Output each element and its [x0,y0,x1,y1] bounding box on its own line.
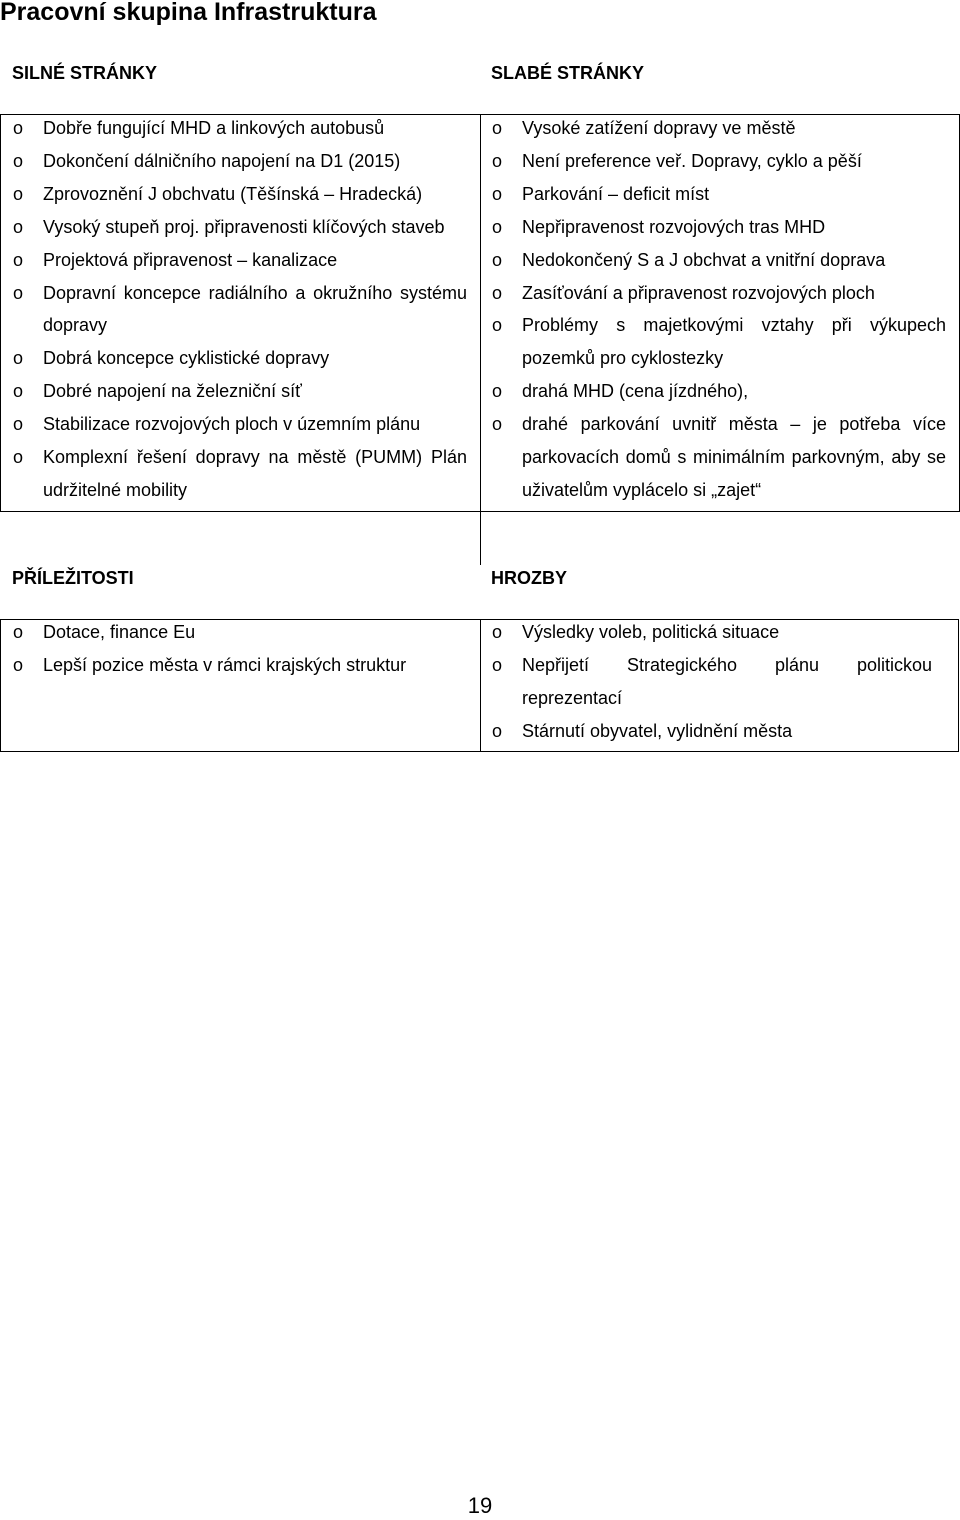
bullet: o [13,622,24,642]
strengths-heading: SILNÉ STRÁNKY [12,63,158,83]
list-item: o Problémy s majetkovými vztahy při výkupech pozemků pro cyklostezky [492,309,946,375]
column-divider [480,619,481,752]
bullet: o [13,447,24,468]
strengths-list [13,112,467,507]
bullet: o [492,118,503,138]
list-item: o Dobré napojení na železniční síť [13,375,467,408]
bullet: o [492,414,503,435]
bullet: o [13,118,24,138]
opportunities-heading: PŘÍLEŽITOSTI [12,568,134,588]
list-item: o Nepřijetí Strategického plánu politickou reprezentací [492,649,932,715]
bullet: o [13,216,24,237]
bullet: o [13,150,24,171]
bullet: o [492,183,503,204]
bullet: o [13,183,24,204]
list-item: o Dotace, finance Eu [13,616,467,649]
list-item: o Dobře fungující MHD a linkových autobusů [13,112,467,145]
bullet: o [492,654,503,675]
bullet: o [492,249,503,270]
list-item: o Nepřipravenost rozvojových tras MHD [492,211,946,244]
bullet: o [492,282,503,303]
bullet: o [13,381,24,402]
page-number: 19 [467,1493,493,1518]
list-item: o Není preference veř. Dopravy, cyklo a pěší [492,145,946,178]
list-item: o Parkování – deficit míst [492,178,946,211]
opportunities-list [13,616,467,682]
list-item: o drahá MHD (cena jízdného), [492,375,946,408]
list-item: o Projektová připravenost – kanalizace [13,244,467,277]
list-item: o Dokončení dálničního napojení na D1 (2015) [13,145,467,178]
list-item: o Stabilizace rozvojových ploch v územním plánu [13,408,467,441]
list-item: o Vysoké zatížení dopravy ve městě [492,112,946,145]
weaknesses-heading: SLABÉ STRÁNKY [491,63,645,83]
column-divider [480,114,481,565]
bullet: o [13,414,24,435]
list-item: o Dopravní koncepce radiálního a okružního systému dopravy [13,277,467,343]
list-item: o Zasíťování a připravenost rozvojových ploch [492,277,946,310]
list-item: o Výsledky voleb, politická situace [492,616,932,649]
bullet: o [13,654,24,675]
bullet: o [13,249,24,270]
bullet: o [492,381,503,402]
bullet: o [13,348,24,369]
list-item: o Lepší pozice města v rámci krajských struktur [13,649,467,682]
list-item: o Zprovoznění J obchvatu (Těšínská – Hradecká) [13,178,467,211]
bullet: o [492,150,503,171]
weaknesses-list [492,112,946,507]
list-item: o Komplexní řešení dopravy na městě (PUMM) Plán udržitelné mobility [13,441,467,507]
list-item: o Dobrá koncepce cyklistické dopravy [13,342,467,375]
bullet: o [492,720,503,741]
page-title: Pracovní skupina Infrastruktura [0,0,377,26]
bullet: o [13,282,24,303]
list-item: o Stárnutí obyvatel, vylidnění města [492,715,932,748]
threats-list [492,616,932,748]
list-item: o drahé parkování uvnitř města – je potřeba více parkovacích domů s minimálním parkovným, aby se uživatelům vyplácelo si „zajet“ [492,408,946,507]
list-item: o Vysoký stupeň proj. připravenosti klíčových staveb [13,211,467,244]
list-item: o Nedokončený S a J obchvat a vnitřní doprava [492,244,946,277]
bullet: o [492,622,503,642]
bullet: o [492,315,503,336]
threats-heading: HROZBY [491,568,567,588]
bullet: o [492,216,503,237]
